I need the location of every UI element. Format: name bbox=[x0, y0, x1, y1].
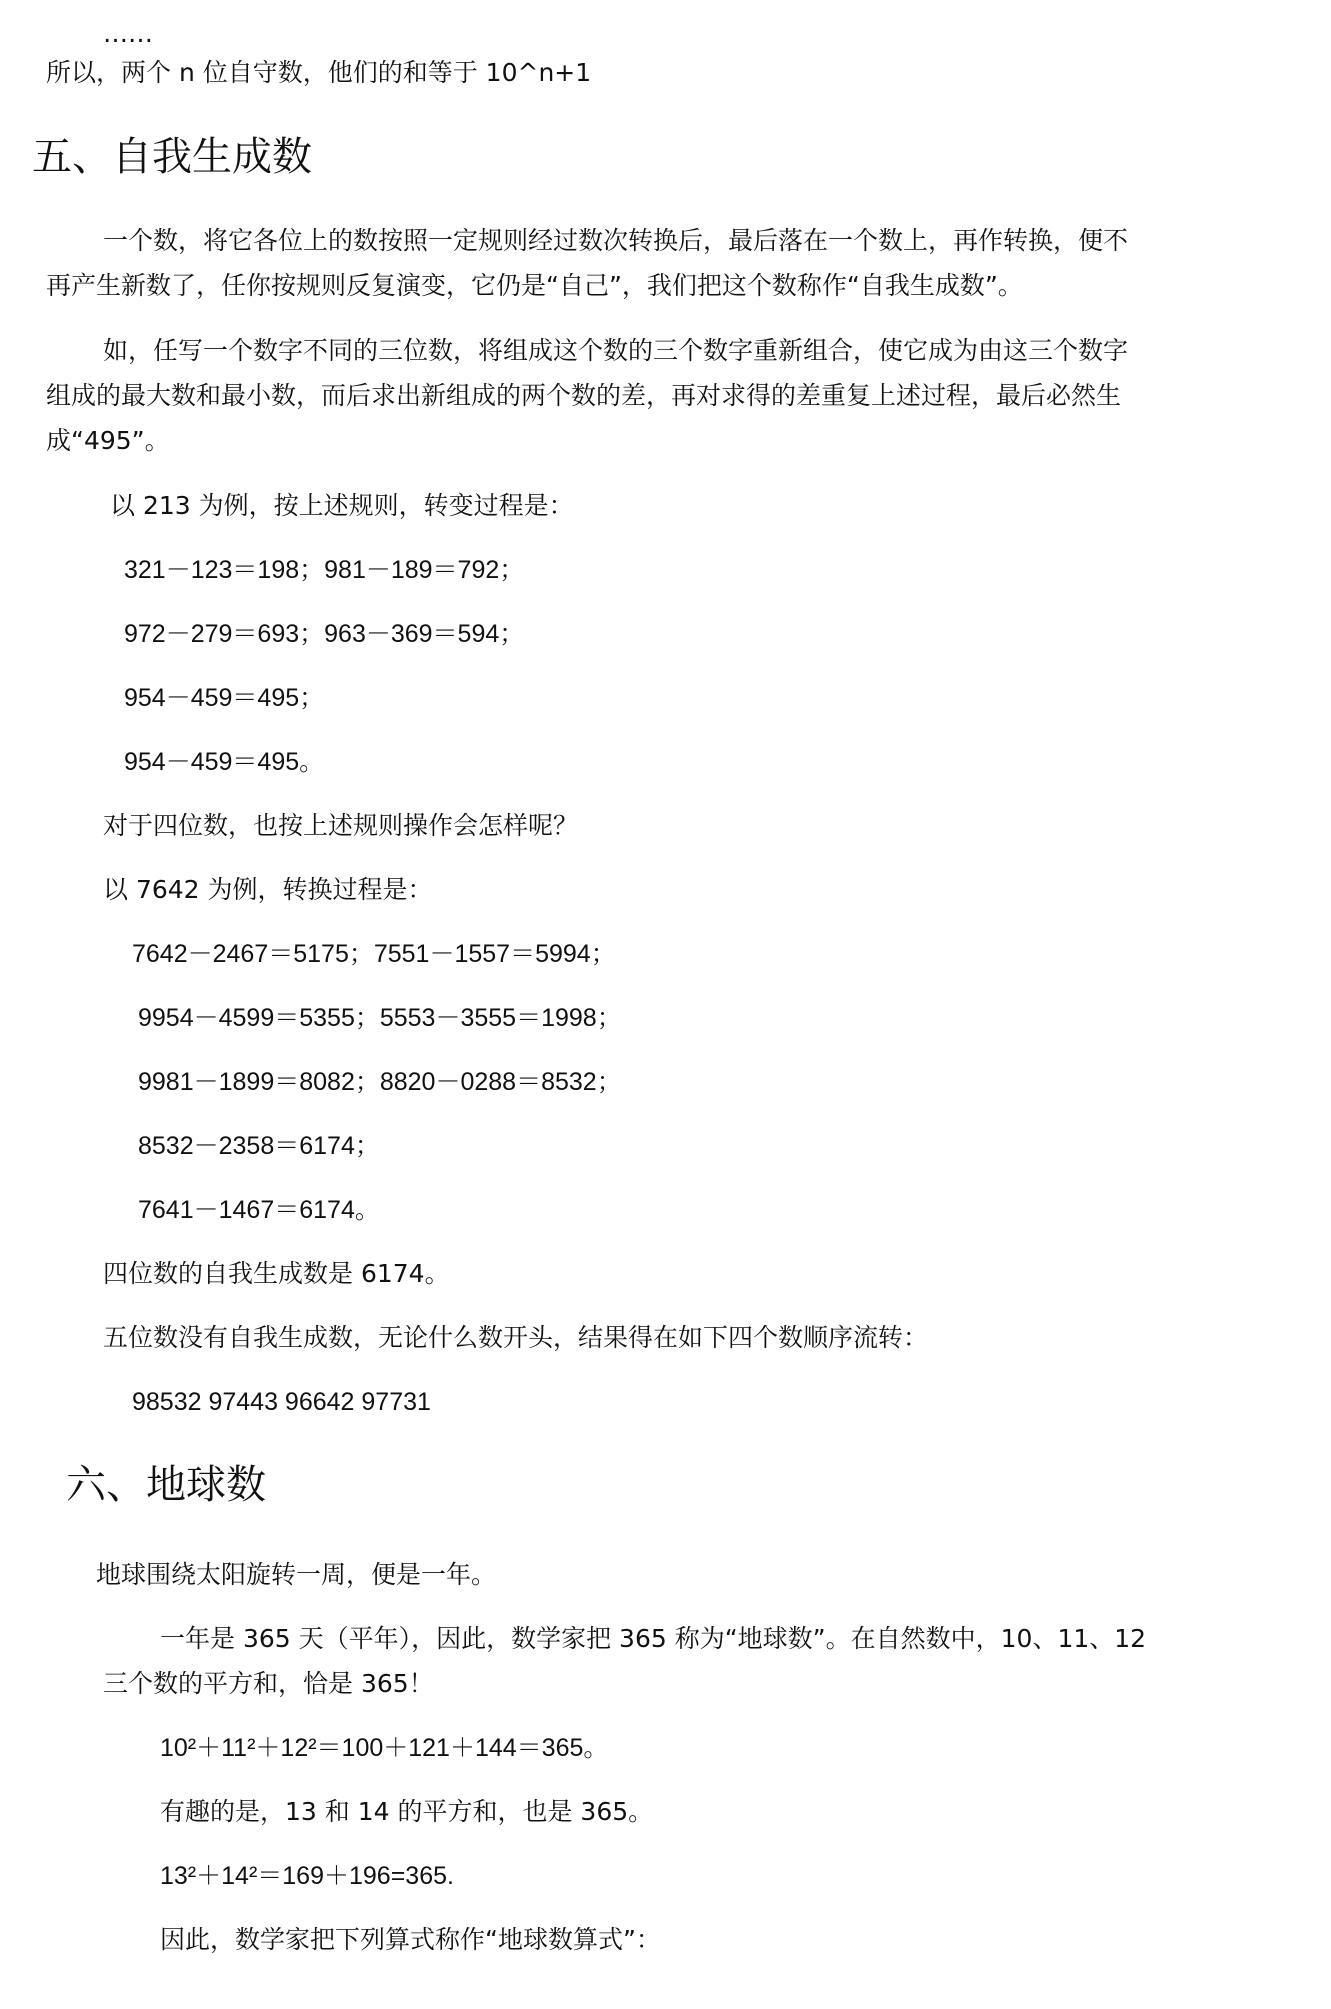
squares-equation-1: 10²＋11²＋12²＝100＋121＋144＝365。 bbox=[160, 1734, 609, 1762]
four-digit-step: 8532－2358＝6174； bbox=[138, 1132, 380, 1160]
section5-example-line1: 如，任写一个数字不同的三位数，将组成这个数的三个数字重新组合，使它成为由这三个数字 bbox=[103, 336, 1129, 365]
squares-equation-2: 13²＋14²＝169＋196=365. bbox=[160, 1862, 454, 1890]
four-digit-step: 7642－2467＝5175；7551－1557＝5994； bbox=[132, 940, 616, 968]
four-digit-step: 9981－1899＝8082；8820－0288＝8532； bbox=[138, 1068, 622, 1096]
section5-example-line2: 组成的最大数和最小数，而后求出新组成的两个数的差，再对求得的差重复上述过程，最后必然生 bbox=[46, 381, 1122, 410]
three-digit-step: 972－279＝693；963－369＝594； bbox=[124, 620, 525, 648]
three-digit-lead: 以 213 为例，按上述规则，转变过程是： bbox=[110, 491, 574, 520]
three-digit-step: 954－459＝495。 bbox=[124, 748, 325, 776]
five-digit-note: 五位数没有自我生成数，无论什么数开头，结果得在如下四个数顺序流转： bbox=[103, 1323, 929, 1352]
section6-line4: 因此，数学家把下列算式称作“地球数算式”： bbox=[160, 1925, 661, 1954]
section5-example-line3: 成“495”。 bbox=[46, 426, 170, 455]
section6-line2a: 一年是 365 天（平年），因此，数学家把 365 称为“地球数”。在自然数中，10、11、12 bbox=[160, 1624, 1147, 1653]
four-digit-result: 四位数的自我生成数是 6174。 bbox=[103, 1259, 450, 1288]
autonumber-sum-conclusion: 所以，两个 n 位自守数，他们的和等于 10^n+1 bbox=[46, 58, 592, 87]
section5-intro-line2: 再产生新数了，任你按规则反复演变，它仍是“自己”，我们把这个数称作“自我生成数”。 bbox=[46, 271, 1023, 300]
three-digit-step: 954－459＝495； bbox=[124, 684, 325, 712]
section5-intro-line1: 一个数，将它各位上的数按照一定规则经过数次转换后，最后落在一个数上，再作转换，便不 bbox=[103, 226, 1129, 255]
section6-line2b: 三个数的平方和，恰是 365！ bbox=[103, 1669, 434, 1698]
section5-heading: 五、自我生成数 bbox=[32, 134, 312, 180]
four-digit-lead: 以 7642 为例，转换过程是： bbox=[103, 875, 433, 904]
section6-heading: 六、地球数 bbox=[66, 1462, 266, 1508]
five-digit-cycle: 98532 97443 96642 97731 bbox=[132, 1388, 431, 1416]
four-digit-step: 7641－1467＝6174。 bbox=[138, 1196, 380, 1224]
four-digit-step: 9954－4599＝5355；5553－3555＝1998； bbox=[138, 1004, 622, 1032]
section6-line3: 有趣的是，13 和 14 的平方和，也是 365。 bbox=[160, 1797, 654, 1826]
three-digit-step: 321－123＝198；981－189＝792； bbox=[124, 556, 525, 584]
section6-line1: 地球围绕太阳旋转一周，便是一年。 bbox=[96, 1560, 497, 1589]
four-digit-question: 对于四位数，也按上述规则操作会怎样呢？ bbox=[103, 811, 579, 840]
ellipsis: …… bbox=[103, 19, 153, 48]
